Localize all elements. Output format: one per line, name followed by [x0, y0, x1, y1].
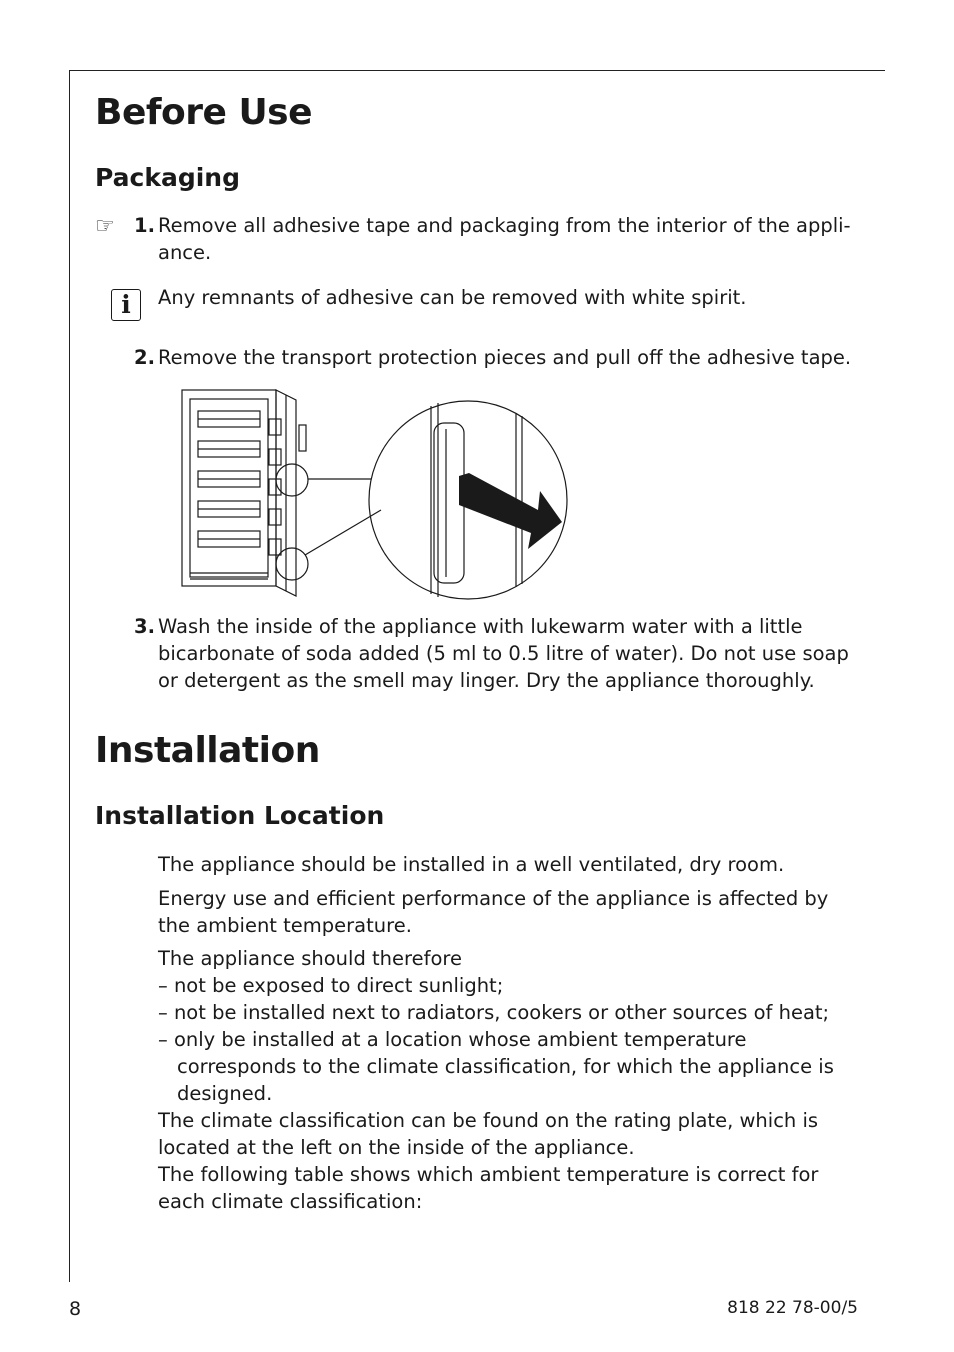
bullet-1: – not be exposed to direct sunlight; — [158, 974, 504, 997]
location-para-5-line-1: The following table shows which ambient temperature is correct for — [158, 1163, 819, 1186]
pointing-hand-icon: ☞ — [95, 214, 115, 239]
bullet-3-line-3: designed. — [177, 1082, 273, 1105]
step-3-text-line-3: or detergent as the smell may linger. Dry the appliance thoroughly. — [158, 669, 815, 692]
location-para-2-line-1: Energy use and efficient performance of the appliance is affected by — [158, 887, 829, 910]
pull-direction-arrow — [459, 473, 562, 549]
location-para-5-line-2: each climate classification: — [158, 1190, 423, 1213]
step-1-text-line-2: ance. — [158, 241, 212, 264]
step-2-text: Remove the transport protection pieces and pull off the adhesive tape. — [158, 346, 852, 369]
location-para-1: The appliance should be installed in a well ventilated, dry room. — [158, 853, 785, 876]
bullet-3-line-2: corresponds to the climate classification, for which the appliance is — [177, 1055, 834, 1078]
left-margin-rule — [69, 70, 70, 1282]
location-para-4-line-2: located at the left on the inside of the appliance. — [158, 1136, 635, 1159]
step-1-number: 1. — [134, 214, 155, 237]
top-rule — [69, 70, 885, 71]
information-icon: i — [111, 289, 141, 321]
bullet-2: – not be installed next to radiators, cookers or other sources of heat; — [158, 1001, 830, 1024]
location-para-2-line-2: the ambient temperature. — [158, 914, 412, 937]
bullet-3-line-1: – only be installed at a location whose ambient temperature — [158, 1028, 747, 1051]
document-code: 818 22 78-00/5 — [727, 1298, 858, 1318]
step-1-text-line-1: Remove all adhesive tape and packaging from the interior of the appli- — [158, 214, 851, 237]
heading-packaging: Packaging — [95, 163, 240, 192]
step-3-number: 3. — [134, 615, 155, 638]
section-title-installation: Installation — [95, 730, 320, 771]
info-note-text: Any remnants of adhesive can be removed with white spirit. — [158, 286, 747, 309]
page-number: 8 — [69, 1298, 82, 1320]
step-2-number: 2. — [134, 346, 155, 369]
location-para-4-line-1: The climate classification can be found on the rating plate, which is — [158, 1109, 819, 1132]
heading-installation-location: Installation Location — [95, 801, 385, 830]
section-title-before-use: Before Use — [95, 92, 313, 133]
step-3-text-line-1: Wash the inside of the appliance with lukewarm water with a little — [158, 615, 803, 638]
location-para-3: The appliance should therefore — [158, 947, 463, 970]
step-3-text-line-2: bicarbonate of soda added (5 ml to 0.5 litre of water). Do not use soap — [158, 642, 849, 665]
freezer-drawing — [182, 390, 567, 599]
transport-protection-illustration — [176, 383, 576, 605]
